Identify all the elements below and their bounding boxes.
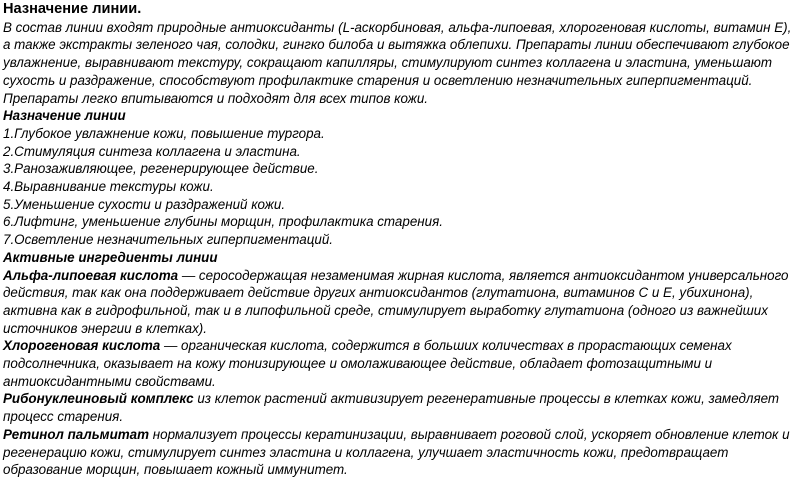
list-item: 2.Стимуляция синтеза коллагена и эластина. <box>3 143 301 159</box>
page-title: Назначение линии. <box>3 1 142 17</box>
list-item: 6.Лифтинг, уменьшение глубины морщин, профилактика старения. <box>3 214 443 230</box>
ingredient-paragraph <box>3 337 796 390</box>
ingredient-name: Рибонуклеиновый комплекс <box>3 391 194 407</box>
ingredient-text: — органическая кислота, содержится в больших количествах в прорастающих семенах подсолнечника, оказывает на кожу тонизирующее и омолаживающее действие, обладает фотозащитными и антиоксидантными свойствами. <box>3 338 732 389</box>
list-item: 1.Глубокое увлажнение кожи, повышение тургора. <box>3 125 325 141</box>
list-item: 4.Выравнивание текстуры кожи. <box>3 179 214 195</box>
purpose-heading: Назначение линии <box>3 108 126 124</box>
ingredient-paragraph <box>3 426 796 479</box>
ingredient-paragraph <box>3 267 796 338</box>
ingredient-text: — серосодержащая незаменимая жирная кислота, является антиоксидантом универсального действия, так как она поддерживает действие других антиоксидантов (глутатиона, витаминов С и Е, убихинона), активна как в гидрофильной, так и в липофильной среде, стимулирует выработку глутатиона (одного из важнейших источников энергии в клетках). <box>3 267 789 336</box>
ingredient-paragraph <box>3 390 796 425</box>
intro-paragraph: В состав линии входят природные антиоксиданты (L-аскорбиновая, альфа-липоевая, хлорогеновая кислоты, витамин Е), а также экстракты зеленого чая, солодки, гингко билоба и вытяжка облепихи. Препараты линии обеспечивают глубокое увлажнение, выравнивают текстуру, сокращают капилляры, стимулируют синтез коллагена и эластина, уменьшают сухость и раздражение, способствуют профилактике старения и осветлению незначительных гиперпигментаций. Препараты легко впитываются и подходят для всех типов кожи. <box>3 19 792 106</box>
ingredient-text: из клеток растений активизирует регенеративные процессы в клетках кожи, замедляет процесс старения. <box>3 391 780 425</box>
list-item: 3.Ранозаживляющее, регенерирующее действие. <box>3 161 319 177</box>
ingredients-heading: Активные ингредиенты линии <box>3 249 218 265</box>
ingredient-name: Альфа-липоевая кислота <box>3 267 179 283</box>
purpose-list <box>3 125 796 249</box>
list-item: 5.Уменьшение сухости и раздражений кожи. <box>3 196 286 212</box>
ingredient-name: Хлорогеновая кислота <box>3 338 161 354</box>
ingredient-text: нормализует процессы кератинизации, выравнивает роговой слой, ускоряет обновление клеток и регенерацию кожи, стимулирует синтез эластина и коллагена, улучшает эластичность кожи, предотвращает образование морщин, повышает кожный иммунитет. <box>3 426 790 478</box>
list-item: 7.Осветление незначительных гиперпигментаций. <box>3 232 333 248</box>
ingredient-name: Ретинол пальмитат <box>3 426 150 442</box>
